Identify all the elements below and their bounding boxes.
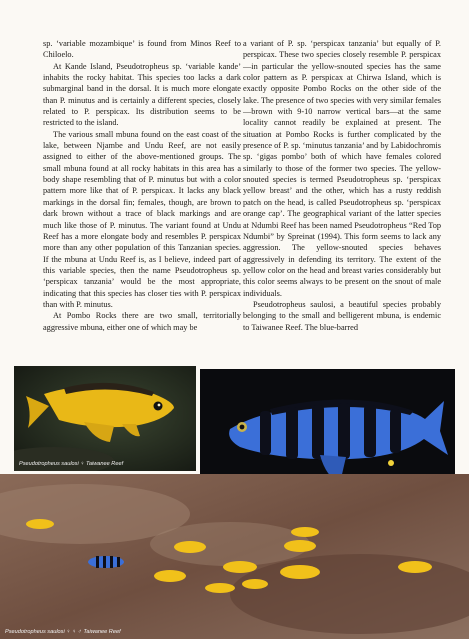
- paragraph: a variant of P. sp. ‘perspicax tanzania’ but equally of P. perspicax. These two species closely resemble P. perspicax—in particular the yellow-snouted species has the same color pattern as P. perspicax at Chirwa Island, which is exactly opposite Pombo Rocks on the other side of the lake. The presence of two species with very similar females—brown with 9-10 narrow vertical bars—at the same locality cannot readily be explained at present. The situation at Pombo Rocks is further complicated by the presence of P. sp. ‘minutus tanzania’ and by Labidochromis sp. ‘gigas pombo’ both of which have females colored similarly to those of the former two species. The yellow-snouted species is termed Pseudotropheus sp. ‘perspicax yellow breast’ and the other, which has a rusty reddish patch on the head, is called Pseudotropheus sp. ‘perspicax orange cap’. The geographical variant of the latter species at Ndumbi Reef has been named Pseudotropheus “Red Top Ndumbi” by Spreinat (1994). This form seems to lack any aggression. The yellow-snouted species behaves aggressively in defending its territory. The extent of the yellow color on the head and breast varies considerably but this color seems always to be present on the snout of male individuals.: [243, 39, 441, 298]
- photo-fish-group: [0, 474, 469, 639]
- text-column-right: [243, 38, 441, 333]
- paragraph: At Kande Island, Pseudotropheus sp. ‘variable kande’ inhabits the rocky habitat. This species too lacks a dark submarginal band in the dorsal. It is much more elongate than P. minutus and is certainly a different species, closely related to P. perspicax. Its distribution seems to be restricted to the island.: [43, 61, 241, 128]
- paragraph: Pseudotropheus saulosi, a beautiful species probably belonging to the small and belligerent mbuna, is endemic to Taiwanee Reef. The blue-barred: [243, 299, 441, 332]
- paragraph: The various small mbuna found on the east coast of the lake, between Njambe and Undu Reef, are not easily assigned to either of the above-mentioned groups. The small mbuna found at all rocky habitats in this area has a body shape resembling that of P. minutus but with a color pattern more like that of P. perspicax. It lacks any black markings in the dorsal fin; females, though, are brown to dark brown without a trace of black markings and are much like those of P. minutus. The variant found at Undu Reef has a more elongate body and resembles P. perspicax more than any other population of this Tanzanian species. If the mbuna at Undu Reef is, as I believe, indeed part of this variable species, then the name Pseudotropheus sp. ‘perspicax tanzania’ would be the most appropriate, indicating that this species has closer ties with P. perspicax than with P. minutus.: [43, 129, 241, 309]
- photo-caption: Pseudotropheus saulosi ♀ Taiwanee Reef: [19, 461, 124, 467]
- paragraph: sp. ‘variable mozambique’ is found from Minos Reef to Chiloelo.: [43, 39, 241, 60]
- text-column-left: [43, 38, 241, 333]
- paragraph: At Pombo Rocks there are two small, territorially aggressive mbuna, either one of which may be: [43, 311, 241, 332]
- photo-yellow-female: [14, 366, 196, 471]
- photo-caption: Pseudotropheus saulosi ♀ ♀ ♂ Taiwanee Reef: [5, 629, 121, 635]
